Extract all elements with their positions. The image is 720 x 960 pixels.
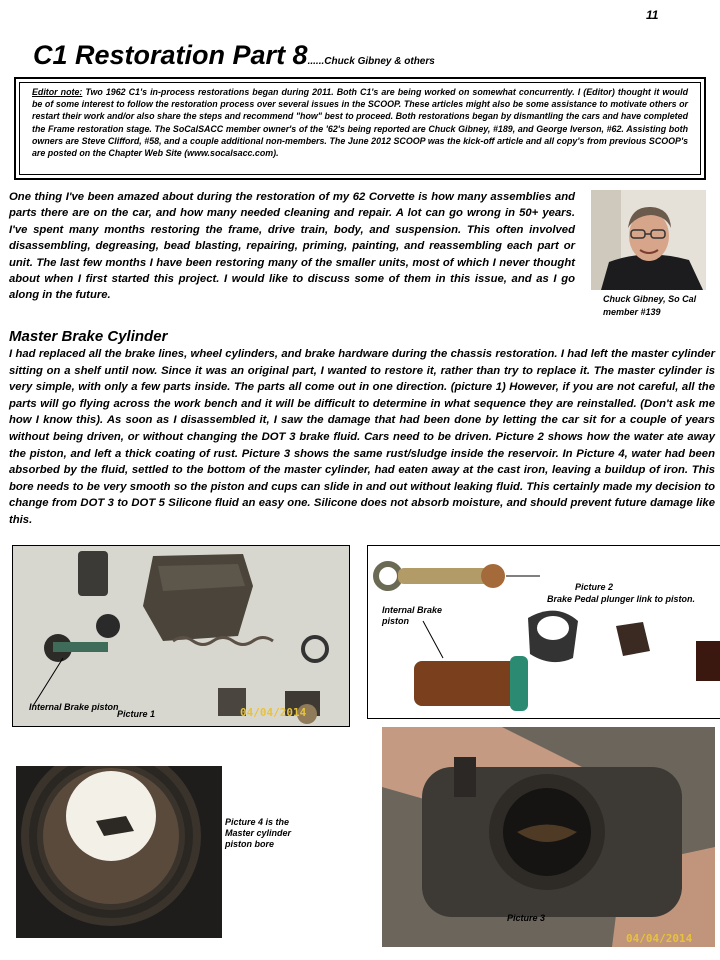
editor-note-label: Editor note: (32, 87, 83, 97)
byline: ......Chuck Gibney & others (307, 56, 435, 67)
picture-2 (367, 545, 720, 719)
picture-2-illustration (368, 546, 720, 718)
picture-3-date: 04/04/2014 (626, 932, 693, 945)
section-body: I had replaced all the brake lines, wheel cylinders, and brake hardware during the chassis restoration. I had left the master cylinder sitting on a shelf until now. Since it was an original part, I wanted to restore it, rather than try to replace it. The master cylinder is very simple, with only a few parts inside. The parts all come out in one direction. (picture 1) However, if you are not careful, all the parts will go flying across the work bench and it will be difficult to determine in what sequence they are reinstalled. (Don't ask me how I know this). As soon as I disassembled it, I saw the damage that had been done by letting the car sit for a couple of years without being driven, or without changing the DOT 3 brake fluid. Cars need to be driven. Picture 2 shows how the water ate away the piston, and left a thick coating of rust. Picture 3 shows the same rust/sludge inside the reservoir. In Picture 4, water had been absorbed by the fluid, settled to the bottom of the master cylinder, had eaten away at the cast iron, leaving a buildup of iron. This bore needs to be very smooth so the piston and cups can slide in and out without leaking fluid. This certainly made my decision to change from DOT 3 to DOT 5 Silicone fluid an easy one. Silicone does not absorb moisture, and should prevent future damage like this. (9, 348, 715, 526)
section-title: Master Brake Cylinder (9, 328, 168, 345)
picture-2-label: Picture 2 (575, 582, 614, 592)
author-photo (591, 190, 706, 290)
intro-paragraph: One thing I've been amazed about during the restoration of my 62 Corvette is how many assemblies and parts there are on the car, and how many needed cleaning and repair. A lot can go wrong in 50+ years. I've spent many months restoring the frame, drive train, body, and suspension. This often involved disassembling, degreasing, bead blasting, repairing, priming, painting, and reassembling each part or unit. The last few months I have been restoring many of the smaller units, most of which I never thought about when I first started this project. I would like to discuss some of them in this issue, and as I go along in the future. (9, 191, 575, 302)
editor-note-box (14, 77, 706, 180)
page-number: 11 (646, 8, 659, 22)
picture-2-callout-plunger: Brake Pedal plunger link to piston. (547, 594, 696, 604)
picture-4-illustration (16, 766, 222, 938)
picture-3 (382, 727, 715, 947)
picture-4-caption: Picture 4 is the Master cylinder piston bore (225, 817, 292, 849)
picture-1-date: 04/04/2014 (240, 706, 307, 719)
picture-2-callout-piston: Internal Brake piston (382, 605, 443, 626)
picture-1-label: Picture 1 (117, 709, 156, 719)
page-title (33, 40, 435, 71)
title-text: C1 Restoration Part 8 (33, 40, 308, 70)
picture-1-callout: Internal Brake piston (29, 702, 119, 712)
editor-note-text: Two 1962 C1's in-process restorations began during 2011. Both C1's are being worked on somewhat concurrently. I (Editor) thought it would be of some interest to follow the restoration process over several issues in the SCOOP. These articles might also be some assistance to motivate others or restart their work and/or also share the steps and recommend "how" best to proceed. Both restorations began by dismantling the cars and have completed the Frame restoration stage. The SoCalSACC member owner's of the '62's being reported are Chuck Gibney, #189, and George Iverson, #62. Assisting both owners are Steve Clifford, #58, and a couple additional non-members. The June 2012 SCOOP was the kick-off article and all copy's from previous SCOOP's are posted on the Chapter Web Site (www.socalsacc.com). (32, 87, 688, 159)
picture-3-illustration (382, 727, 715, 947)
editor-note-content (19, 82, 701, 175)
picture-3-label: Picture 3 (507, 913, 546, 923)
picture-1 (12, 545, 350, 727)
picture-1-illustration (13, 546, 349, 726)
author-photo-caption: Chuck Gibney, So Cal member #139 (603, 294, 697, 317)
picture-4 (16, 766, 222, 938)
